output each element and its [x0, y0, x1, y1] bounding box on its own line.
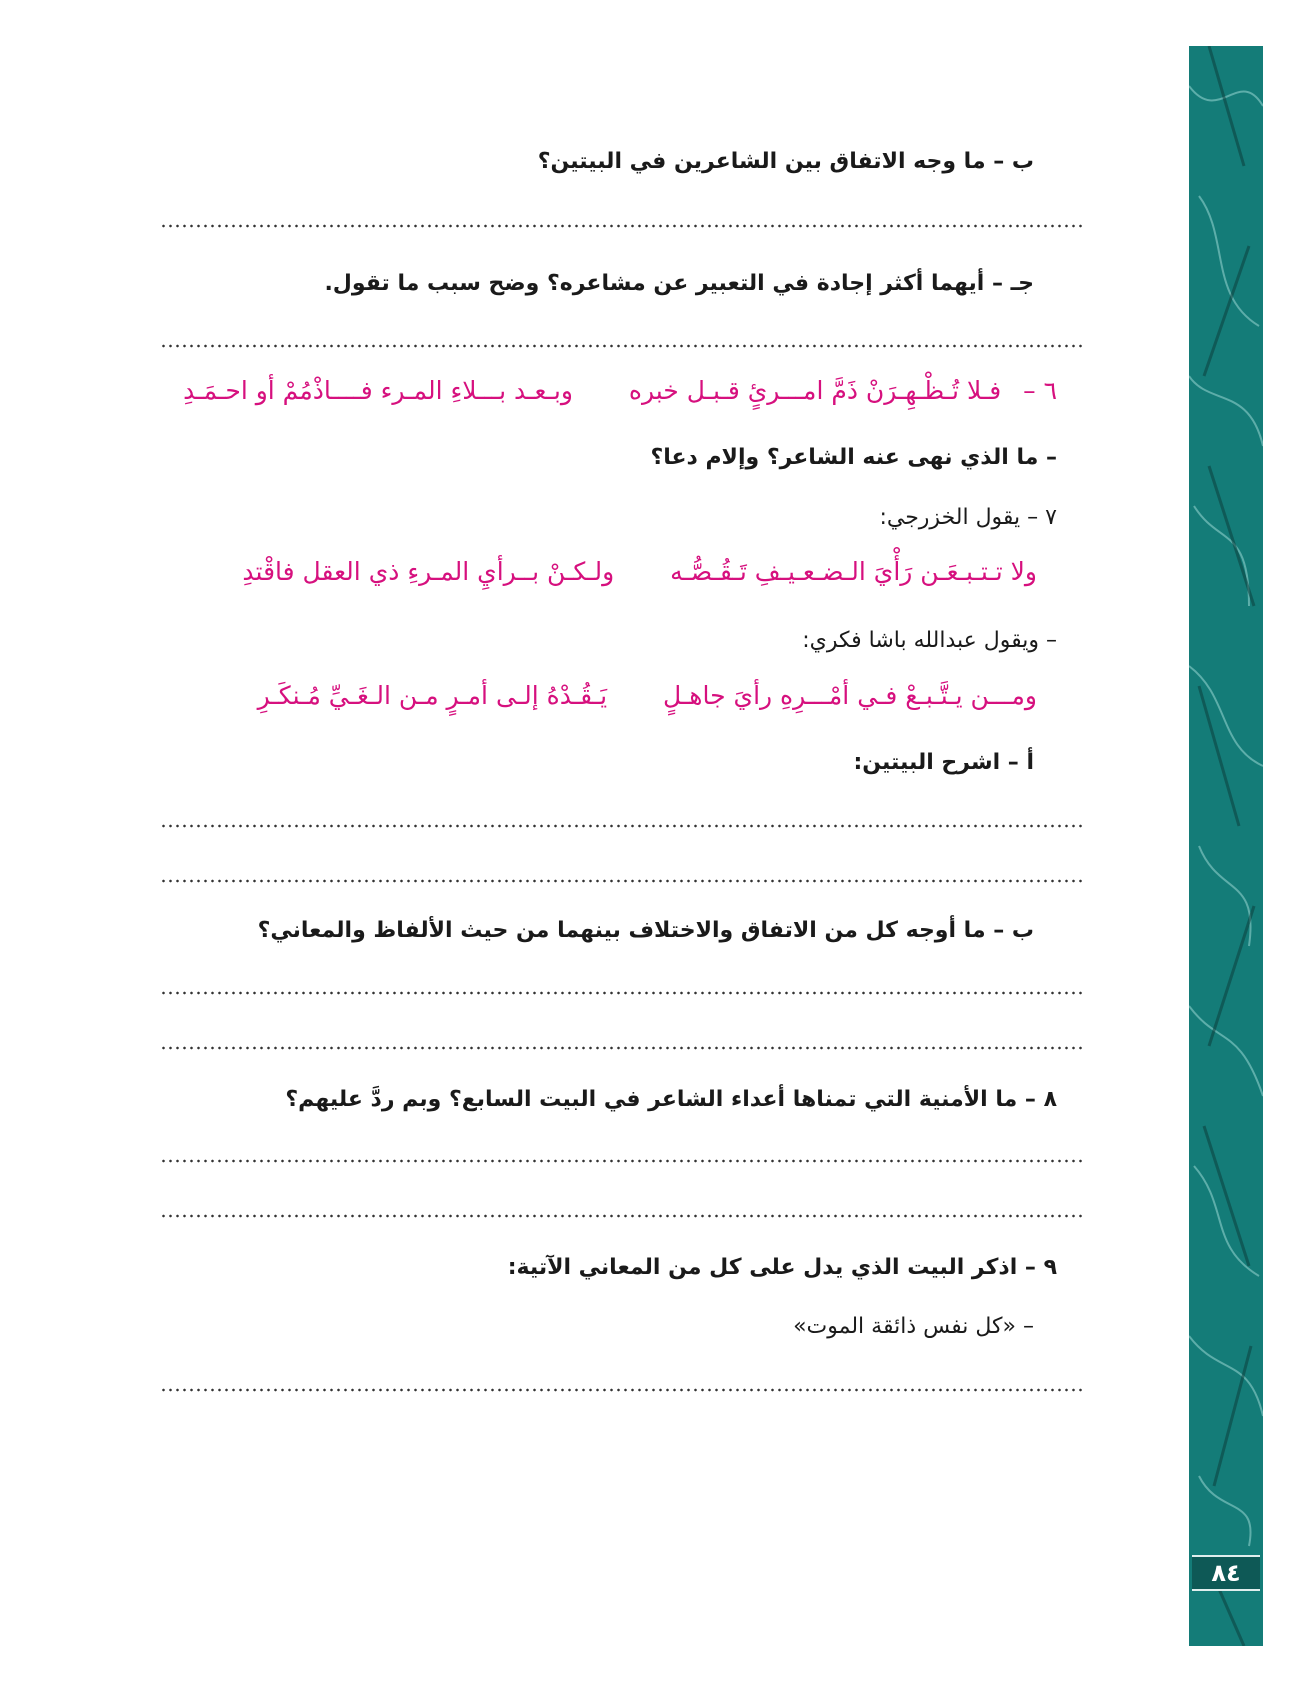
page-number: ٨٤	[1192, 1555, 1260, 1591]
question-9: ٩ – اذكر البيت الذي يدل على كل من المعاني الآتية:	[507, 1255, 1057, 1280]
verse-q7-1	[242, 552, 1037, 592]
answer-line	[160, 1214, 1085, 1218]
answer-line	[160, 1159, 1085, 1163]
question-7b-2: ب – ما أوجه كل من الاتفاق والاختلاف بينهما من حيث الألفاظ والمعاني؟	[257, 918, 1034, 943]
verse-hemistich-1: ومـــن يـتَّـبـعْ فـي أمْـــرِهِ رأيَ جاهـلٍ	[663, 681, 1037, 710]
verse-number: ٦ –	[1023, 376, 1057, 405]
answer-line	[160, 1046, 1085, 1050]
question-7-intro: ٧ – يقول الخزرجي:	[879, 505, 1057, 530]
question-7b: ب – ما وجه الاتفاق بين الشاعرين في البيتين؟	[537, 149, 1034, 174]
verse-hemistich-2: ولـكـنْ بــرأيِ المـرءِ ذي العقل فاقْتدِ	[242, 557, 615, 586]
verse-hemistich-2: يَـقُـدْهُ إلـى أمـرٍ مـن الـغَـيِّ مُـنكَـرِ	[257, 681, 608, 710]
answer-line	[160, 1388, 1085, 1392]
decorative-side-band	[1189, 46, 1263, 1646]
verse-q7-2	[258, 676, 1037, 716]
verse-hemistich-2: وبـعـد بـــلاءِ المـرء فــــاذْمُمْ أو احـمَـدِ	[183, 376, 573, 405]
question-9-item-1: – «كل نفس ذائقة الموت»	[793, 1314, 1034, 1339]
verse-hemistich-1: ولا تـتـبـعَـن رَأْيَ الـضـعـيـفِ تَـقُـصُّـه	[670, 557, 1037, 586]
question-7a: أ – اشرح البيتين:	[853, 750, 1034, 775]
answer-line	[160, 224, 1085, 228]
question-6: – ما الذي نهى عنه الشاعر؟ وإلام دعا؟	[650, 445, 1057, 470]
question-8: ٨ – ما الأمنية التي تمناها أعداء الشاعر في البيت السابع؟ وبم ردَّ عليهم؟	[285, 1087, 1057, 1112]
verse-q6	[183, 371, 1057, 411]
answer-line	[160, 344, 1085, 348]
answer-line	[160, 879, 1085, 883]
question-7c: جـ – أيهما أكثر إجادة في التعبير عن مشاعره؟ وضح سبب ما تقول.	[324, 271, 1034, 296]
question-7-intro-2: – ويقول عبدالله باشا فكري:	[802, 628, 1057, 653]
answer-line	[160, 991, 1085, 995]
band-pattern	[1189, 46, 1263, 1646]
verse-hemistich-1: فـلا تُـظْـهِـرَنْ ذَمَّ امـــرئٍ قـبـل خبره	[628, 376, 1002, 405]
answer-line	[160, 824, 1085, 828]
